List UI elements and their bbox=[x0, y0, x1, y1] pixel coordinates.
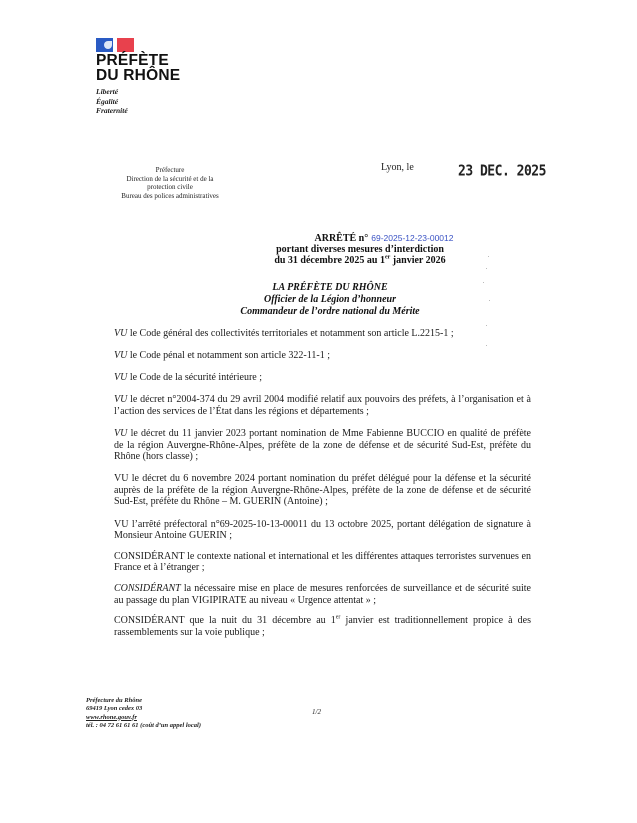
issuing-service: Préfecture Direction de la sécurité et de la protection civile Bureau des polices administratives bbox=[121, 166, 219, 200]
recital-paragraph: VU le décret du 6 novembre 2024 portant nomination du préfet délégué pour la défense et la sécurité auprès de la préfète de la région Auvergne-Rhône-Alpes, préfète de la zone de défense et de sécurité Sud-Est, préfète du Rhône – M. GUERIN (Antoine) ; bbox=[114, 473, 531, 508]
signing-authority bbox=[170, 282, 490, 318]
authority-title-2: Commandeur de l’ordre national du Mérite bbox=[240, 306, 420, 317]
authority-title-1: Officier de la Légion d’honneur bbox=[263, 294, 397, 305]
scan-speck bbox=[486, 268, 487, 269]
scan-speck bbox=[488, 256, 489, 257]
decree-subject: portant diverses mesures d’interdiction bbox=[276, 244, 444, 255]
considering-paragraph: CONSIDÉRANT que la nuit du 31 décembre au 1er janvier est traditionnellement propice à des rassemblements sur la voie publique ; bbox=[114, 614, 532, 638]
considering-paragraph: CONSIDÉRANT la nécessaire mise en place de mesures renforcées de surveillance et de sécurité suite au passage du plan VIGIPIRATE au niveau « Urgence attentat » ; bbox=[114, 582, 531, 606]
footer-website-link[interactable]: www.rhone.gouv.fr bbox=[86, 713, 137, 721]
footer-address-line1: Préfecture du Rhône bbox=[86, 697, 142, 704]
decree-period: du 31 décembre 2025 au 1er janvier 2026 bbox=[274, 254, 446, 266]
decree-reference: 69-2025-12-23-00012 bbox=[371, 233, 454, 243]
organization-name: PRÉFÈTE DU RHÔNE bbox=[96, 52, 181, 84]
decree-number-line bbox=[210, 233, 510, 244]
recital-paragraph: VU le décret n°2004-374 du 29 avril 2004 modifié relatif aux pouvoirs des préfets, à l’organisation et à l’action des services de l’État dans les régions et départements ; bbox=[114, 394, 531, 417]
footer-contact bbox=[86, 697, 201, 730]
date-stamp: 23 DEC. 2025 bbox=[458, 163, 546, 181]
considering-paragraph: CONSIDÉRANT le contexte national et international et les différentes attaques terroristes survenues en France et à l’étranger ; bbox=[114, 550, 531, 574]
footer-address-line2: 69419 Lyon cedex 03 bbox=[86, 705, 143, 713]
authority-name: LA PRÉFÈTE DU RHÔNE bbox=[272, 282, 388, 293]
decree-label: ARRÊTÉ n° bbox=[314, 233, 369, 244]
recital-paragraph: VU le Code pénal et notamment son article 322-11-1 ; bbox=[114, 350, 330, 362]
page-number: 1/2 bbox=[312, 708, 321, 716]
recital-paragraph: VU le décret du 11 janvier 2023 portant nomination de Mme Fabienne BUCCIO en qualité de préfète de la région Auvergne-Rhône-Alpes, préfète de la zone de défense et de sécurité Sud-Est, préfète du Rhône (hors classe) ; bbox=[114, 427, 531, 463]
marianne-flag-icon bbox=[96, 38, 134, 52]
scan-speck bbox=[486, 325, 487, 326]
recital-paragraph: VU l’arrêté préfectoral n°69-2025-10-13-00011 du 13 octobre 2025, portant délégation de signature à Monsieur Antoine GUERIN ; bbox=[114, 518, 531, 542]
marianne-profile-icon bbox=[104, 41, 112, 49]
flag-red-band bbox=[117, 38, 134, 52]
recital-paragraph: VU le Code de la sécurité intérieure ; bbox=[114, 372, 263, 384]
recital-paragraph: VU le Code général des collectivités territoriales et notamment son article L.2215-1 ; bbox=[114, 328, 454, 339]
decree-body bbox=[114, 328, 531, 649]
footer-phone: tél. : 04 72 61 61 61 (coût d’un appel local) bbox=[86, 721, 202, 729]
place-label: Lyon, le bbox=[381, 162, 414, 173]
scan-speck bbox=[483, 282, 484, 283]
decree-title bbox=[210, 233, 510, 266]
republic-motto: Liberté Égalité Fraternité bbox=[96, 87, 128, 115]
scan-speck bbox=[486, 345, 487, 346]
scan-speck bbox=[489, 300, 490, 301]
